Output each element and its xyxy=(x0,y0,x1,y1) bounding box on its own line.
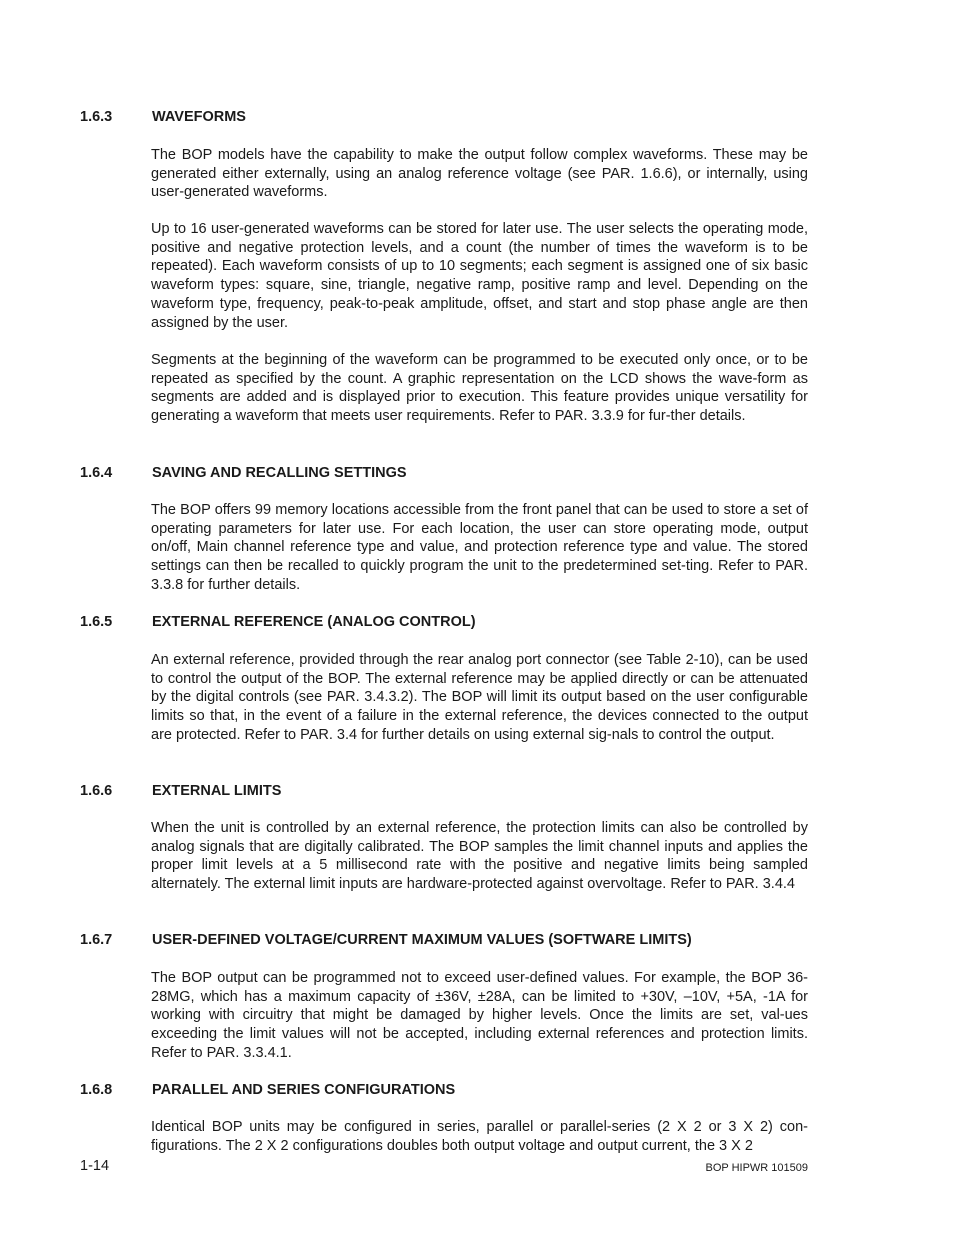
section-number: 1.6.7 xyxy=(80,932,113,948)
section-title: EXTERNAL REFERENCE (ANALOG CONTROL) xyxy=(152,614,476,630)
page-number: 1-14 xyxy=(80,1158,110,1174)
section-heading-1-6-4 xyxy=(80,464,820,482)
section-title: SAVING AND RECALLING SETTINGS xyxy=(152,465,407,481)
section-number: 1.6.3 xyxy=(80,109,113,125)
section-title: EXTERNAL LIMITS xyxy=(152,783,282,799)
section-title: USER-DEFINED VOLTAGE/CURRENT MAXIMUM VALUES (SOFTWARE LIMITS) xyxy=(152,932,692,948)
section-heading-1-6-5 xyxy=(80,613,820,631)
section-number: 1.6.8 xyxy=(80,1082,113,1098)
section-heading-1-6-8 xyxy=(80,1081,820,1099)
paragraph: Up to 16 user-generated waveforms can be stored for later use. The user selects the operating mode, positive and negative protection levels, and a count (the number of times the waveform is to be repeated). Each waveform consists of up to 10 segments; each segment is assigned one of six basic waveform types: square, sine, triangle, negative ramp, positive ramp and level. Depending on the waveform type, frequency, peak-to-peak amplitude, offset, and start and stop phase angle are then assigned by the user. xyxy=(151,221,808,331)
paragraph: An external reference, provided through the rear analog port connector (see Table 2-10), can be used to control the output of the BOP. The external reference may be applied directly or can be attenuated by the digital controls (see PAR. 3.4.3.2). The BOP will limit its output based on the user configurable limits so that, in the event of a failure in the external reference, the devices connected to the output are protected. Refer to PAR. 3.4 for further details on using external sig-nals to control the output. xyxy=(151,652,808,743)
section-heading-1-6-6 xyxy=(80,782,820,800)
section-number: 1.6.5 xyxy=(80,614,113,630)
paragraph: The BOP output can be programmed not to exceed user-defined values. For example, the BOP 36-28MG, which has a maximum capacity of ±36V, ±28A, can be limited to +30V, –10V, +5A, -1A for working with circuitry that might be damaged by higher levels. Once the limits are set, val-ues exceeding the limit values will not be accepted, including external references and protection limits. Refer to PAR. 3.3.4.1. xyxy=(151,970,808,1061)
paragraph: Segments at the beginning of the waveform can be programmed to be executed only once, or to be repeated as specified by the count. A graphic representation on the LCD shows the wave-form as segments are added and is displayed prior to execution. This feature provides unique versatility for generating a waveform that meets user requirements. Refer to PAR. 3.3.9 for fur-ther details. xyxy=(151,352,808,425)
section-title: WAVEFORMS xyxy=(152,109,246,125)
document-id: BOP HIPWR 101509 xyxy=(705,1162,808,1174)
section-heading-1-6-3 xyxy=(80,108,820,126)
paragraph: When the unit is controlled by an external reference, the protection limits can also be controlled by analog signals that are digitally calibrated. The BOP samples the limit channel inputs and applies the proper limit levels at a 5 millisecond rate with the positive and negative limits being sampled alternately. The external limit inputs are hardware-protected against overvoltage. Refer to PAR. 3.4.4 xyxy=(151,820,808,893)
paragraph: The BOP offers 99 memory locations accessible from the front panel that can be used to store a set of operating parameters for later use. For each location, the user can store operating mode, output on/off, Main channel reference type and value, and protection reference type and value. The stored settings can then be recalled to quickly program the unit to the predetermined set-ting. Refer to PAR. 3.3.8 for further details. xyxy=(151,502,808,593)
paragraph: Identical BOP units may be configured in series, parallel or parallel-series (2 X 2 or 3 X 2) con-figurations. The 2 X 2 configurations doubles both output voltage and output current, the 3 X 2 xyxy=(151,1119,808,1154)
section-title: PARALLEL AND SERIES CONFIGURATIONS xyxy=(152,1082,456,1098)
section-number: 1.6.6 xyxy=(80,783,113,799)
paragraph: The BOP models have the capability to make the output follow complex waveforms. These may be generated either externally, using an analog reference voltage (see PAR. 1.6.6), or internally, using user-generated waveforms. xyxy=(151,147,808,201)
section-number: 1.6.4 xyxy=(80,465,113,481)
section-heading-1-6-7 xyxy=(80,931,820,949)
